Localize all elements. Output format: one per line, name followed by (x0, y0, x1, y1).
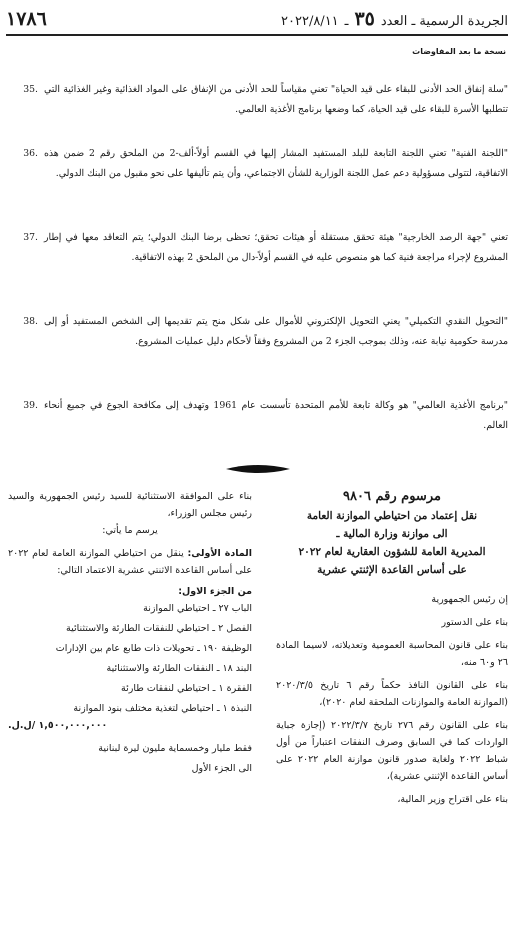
decree-recital: بناء على الدستور (441, 617, 508, 628)
clause-text: "التحويل النقدي التكميلي" يعني التحويل الإلكتروني للأموال على شكل منح يتم تقديمها إلى الشخص المستفيد أو إلى مدرسة حكومية نيابة عنه، وذلك بموجب الجزء 2 من المشروع وفقاً لأحكام دليل عمليات المشروع. (44, 316, 508, 347)
clause-number: 35. (23, 84, 38, 95)
from-part-heading: من الجزء الاول: (178, 586, 252, 597)
budget-line: البند ١٨ ـ النفقات الطارئة والاستثنائية (106, 663, 252, 674)
gazette-name: الجريدة الرسمية ـ العدد (380, 14, 508, 29)
page-header (6, 4, 508, 36)
decree-subtitle-line: الى موازنة وزارة المالية ـ (336, 528, 448, 540)
clause-36 (8, 144, 508, 228)
clause-38 (8, 312, 508, 396)
decree-preamble: إن رئيس الجمهورية (431, 594, 508, 605)
page-number: ١٧٨٦ (6, 8, 47, 30)
decree-recital: بناء على القانون النافذ حكماً رقم ٦ تاريخ ٢٠٢٠/٣/٥ (الموازنة العامة والموازنات الملحقة لعام ٢٠٢٠)، (276, 680, 508, 708)
article-one (8, 545, 252, 579)
issue-number: ٣٥ (354, 8, 375, 30)
definitions-list (8, 80, 508, 440)
clause-text: "سلة إنفاق الحد الأدنى للبقاء على قيد الحياة" تعني مقياساً للحد الأدنى من الإنفاق على المواد الغذائية وغير الغذائية التي تتطلبها الأسرة للبقاء على قيد الحياة، كما وضعها برنامج الأغذية العالمي. (44, 84, 508, 115)
decree-body-column (8, 488, 252, 777)
to-part-heading: الى الجزء الأول (191, 763, 252, 774)
clause-text: تعني "جهة الرصد الخارجية" هيئة تحقق مستقلة أو هيئات تحقق؛ تحظى برضا البنك الدولي؛ يتم التعاقد معها في إطار المشروع لإجراء مراجعة فنية كما هو منصوص عليه في القسم أولاً-دال من الملحق 2 بهذه الاتفاقية. (44, 232, 508, 263)
clause-37 (8, 228, 508, 312)
article-label: المادة الأولى: (187, 548, 252, 559)
clause-text: "اللجنة الفنية" تعني اللجنة التابعة للبلد المستفيد المشار إليها في القسم أولاً-ألف-2 من الملحق رقم 2 ضمن هذه الاتفاقية، لتتولى مسؤولية دعم عمل اللجنة الوزارية للشأن الاجتماعي، وأن يتم تأليفها على نحو مقبول من البنك الدولي. (44, 148, 508, 179)
section-divider (0, 463, 516, 475)
amount-in-words: فقط مليار وخمسماية مليون ليرة لبنانية (98, 743, 252, 754)
clause-number: 39. (23, 400, 38, 411)
clause-39 (8, 396, 508, 440)
clause-35 (8, 80, 508, 144)
post-negotiation-note: نسخة ما بعد المفاوضات (412, 47, 506, 56)
budget-line: الفصل ٢ ـ احتياطي للنفقات الطارئة والاستثنائية (65, 623, 252, 634)
decree-recital: بناء على القانون رقم ٢٧٦ تاريخ ٢٠٢٢/٣/٧ (إجازة جباية الواردات كما في السابق وصرف النفقات اعتباراً من أول شباط ٢٠٢٢ ولغاية صدور قانون موازنة العام ٢٠٢٢ على أساس القاعدة الإثنتي عشرية)، (276, 720, 508, 782)
budget-line: الباب ٢٧ ـ احتياطي الموازنة (143, 603, 252, 614)
clause-text: "برنامج الأغذية العالمي" هو وكالة تابعة للأمم المتحدة تأسست عام 1961 وتهدف إلى مكافحة الجوع في جميع أنحاء العالم. (44, 400, 508, 431)
approval-recital: بناء على الموافقة الاستثنائية للسيد رئيس الجمهورية والسيد رئيس مجلس الوزراء، (8, 491, 252, 519)
decree-column (276, 488, 508, 808)
clause-number: 36. (23, 148, 38, 159)
decree-subtitle-line: على أساس القاعدة الإثنتي عشرية (317, 564, 467, 576)
clause-number: 38. (23, 316, 38, 327)
decree-recital: بناء على اقتراح وزير المالية، (397, 794, 508, 805)
header-separator: ـ (344, 14, 349, 29)
clause-number: 37. (23, 232, 38, 243)
header-title (281, 8, 508, 30)
budget-line: النبذة ١ ـ احتياطي لتغذية مختلف بنود الموازنة (73, 703, 252, 714)
issue-date: ٢٠٢٢/٨/١١ (281, 14, 339, 29)
budget-line: الوظيفة ١٩٠ ـ تحويلات ذات طابع عام بين الإدارات (55, 643, 252, 654)
decree-subtitle-line: المديرية العامة للشؤون العقارية لعام ٢٠٢٢ (298, 546, 486, 558)
budget-line: الفقرة ١ ـ احتياطي لنفقات طارئة (121, 683, 252, 694)
decree-title: مرسوم رقم ٩٨٠٦ (343, 489, 441, 504)
article-text: ينقل من احتياطي الموازنة العامة لعام ٢٠٢٢ على أساس القاعدة الاثنتي عشرية الاعتماد التالي: (8, 548, 252, 576)
decrees-line: يرسم ما يأتي: (102, 525, 158, 536)
transfer-amount: ١,٥٠٠,٠٠٠,٠٠٠ /ل.ل. (8, 720, 108, 731)
decree-subtitle-line: نقل إعتماد من احتياطي الموازنة العامة (306, 510, 478, 522)
decree-recital: بناء على قانون المحاسبة العمومية وتعديلاته، لاسيما المادة ٢٦ و٦٠ منه، (276, 640, 508, 668)
